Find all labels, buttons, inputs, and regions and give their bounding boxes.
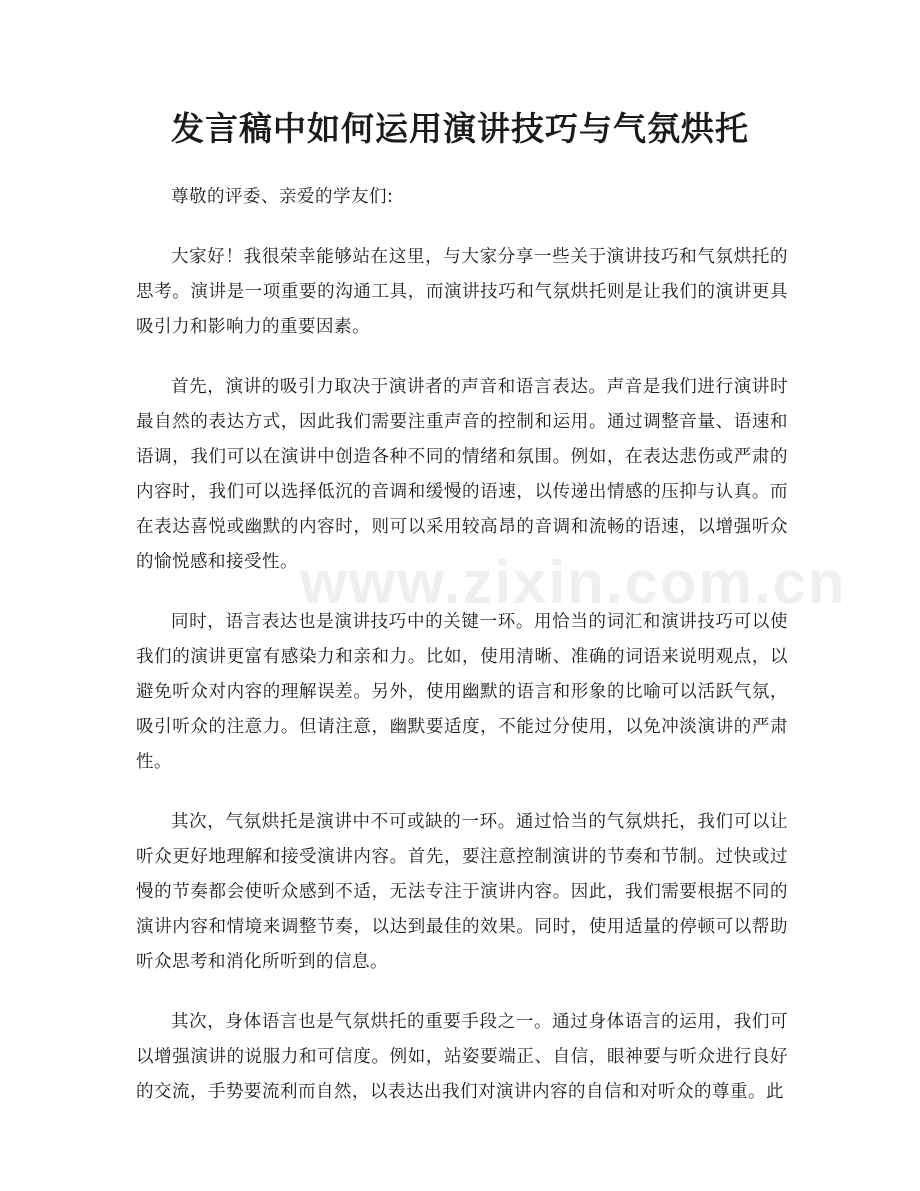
document-body [136, 180, 788, 1135]
document-title: 发言稿中如何运用演讲技巧与气氛烘托 [171, 109, 749, 148]
paragraph-voice: 首先，演讲的吸引力取决于演讲者的声音和语言表达。声音是我们进行演讲时最自然的表达方式，因此我们需要注重声音的控制和运用。通过调整音量、语速和语调，我们可以在演讲中创造各种不同的情绪和氛围。例如，在表达悲伤或严肃的内容时，我们可以选择低沉的音调和缓慢的语速，以传递出情感的压抑与认真。而在表达喜悦或幽默的内容时，则可以采用较高昂的音调和流畅的语速，以增强听众的愉悦感和接受性。 [136, 377, 788, 572]
paragraph-language: 同时，语言表达也是演讲技巧中的关键一环。用恰当的词汇和演讲技巧可以使我们的演讲更富有感染力和亲和力。比如，使用清晰、准确的词语来说明观点，以避免听众对内容的理解误差。另外，使用幽默的语言和形象的比喻可以活跃气氛，吸引听众的注意力。但请注意，幽默要适度，不能过分使用，以免冲淡演讲的严肃性。 [136, 612, 788, 772]
paragraph-body-language: 其次，身体语言也是气氛烘托的重要手段之一。通过身体语言的运用，我们可以增强演讲的说服力和可信度。例如，站姿要端正、自信，眼神要与听众进行良好的交流，手势要流利而自然，以表达出我们对演讲内容的自信和对听众的尊重。此 [136, 1012, 788, 1102]
paragraph-atmosphere: 其次，气氛烘托是演讲中不可或缺的一环。通过恰当的气氛烘托，我们可以让听众更好地理解和接受演讲内容。首先，要注意控制演讲的节奏和节制。过快或过慢的节奏都会使听众感到不适，无法专注于演讲内容。因此，我们需要根据不同的演讲内容和情境来调整节奏，以达到最佳的效果。同时，使用适量的停顿可以帮助听众思考和消化所听到的信息。 [136, 812, 788, 972]
watermark: www.zixin.com.cn [300, 549, 847, 616]
paragraph-salutation: 尊敬的评委、亲爱的学友们: [171, 187, 394, 207]
paragraph-greeting: 大家好！我很荣幸能够站在这里，与大家分享一些关于演讲技巧和气氛烘托的思考。演讲是一项重要的沟通工具，而演讲技巧和气氛烘托则是让我们的演讲更具吸引力和影响力的重要因素。 [136, 247, 788, 337]
